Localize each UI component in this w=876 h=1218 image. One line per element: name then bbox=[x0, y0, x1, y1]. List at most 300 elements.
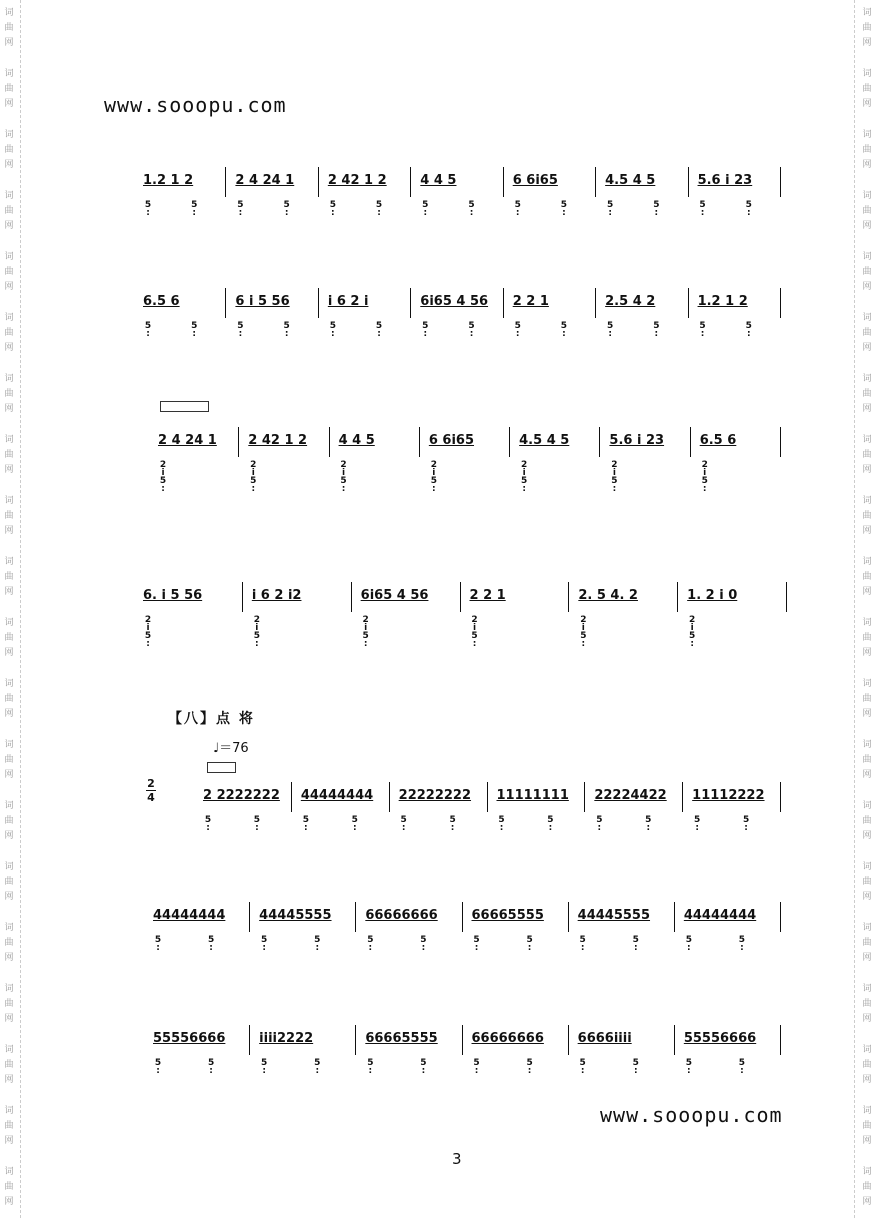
measure-notes: 22222222 bbox=[398, 788, 472, 803]
watermark-glyph: 网 bbox=[862, 404, 872, 414]
accompaniment-mark: 2 i 5 : bbox=[701, 460, 708, 494]
accompaniment-mark: 5 : bbox=[351, 815, 358, 833]
accompaniment-mark: 5 : bbox=[191, 321, 198, 339]
bar-line bbox=[410, 167, 411, 197]
bar-line bbox=[355, 902, 356, 932]
watermark-glyph: 网 bbox=[4, 282, 14, 292]
watermark-glyph: 曲 bbox=[4, 999, 14, 1009]
accompaniment-mark: 2 i 5 : bbox=[521, 460, 528, 494]
tempo-marking: ♩＝76 bbox=[213, 741, 249, 756]
watermark-glyph: 网 bbox=[862, 648, 872, 658]
accompaniment-mark: 5 : bbox=[473, 935, 480, 953]
bar-line bbox=[487, 782, 488, 812]
bar-line bbox=[595, 288, 596, 318]
bar-line bbox=[355, 1025, 356, 1055]
watermark-glyph: 曲 bbox=[4, 328, 14, 338]
watermark-glyph: 曲 bbox=[4, 206, 14, 216]
watermark-glyph: 曲 bbox=[4, 694, 14, 704]
bar-line bbox=[674, 902, 675, 932]
watermark-glyph: 词 bbox=[4, 1167, 14, 1177]
notation-row bbox=[0, 173, 876, 253]
footer-url: www.sooopu.com bbox=[600, 1103, 783, 1127]
measure-notes: 66665555 bbox=[471, 908, 544, 923]
watermark-glyph: 网 bbox=[862, 343, 872, 353]
watermark-glyph: 网 bbox=[4, 1075, 14, 1085]
accompaniment-mark: 5 : bbox=[283, 321, 290, 339]
measure-notes: 44445555 bbox=[259, 908, 332, 923]
watermark-glyph: 词 bbox=[862, 923, 872, 933]
measure-notes: 11111111 bbox=[496, 788, 569, 803]
accompaniment-mark: 2 i 5 : bbox=[430, 460, 437, 494]
accompaniment-mark: 5 : bbox=[329, 200, 336, 218]
accompaniment-mark: 2 i 5 : bbox=[580, 615, 587, 649]
measure-notes: 5.6 i 23 bbox=[697, 173, 753, 188]
accompaniment-mark: 2 i 5 : bbox=[250, 460, 257, 494]
watermark-glyph: 曲 bbox=[862, 938, 872, 948]
watermark-glyph: 词 bbox=[4, 679, 14, 689]
accompaniment-mark: 5 : bbox=[191, 200, 198, 218]
time-signature bbox=[146, 778, 156, 803]
watermark-glyph: 曲 bbox=[862, 450, 872, 460]
accompaniment-mark: 5 : bbox=[375, 200, 383, 218]
watermark-glyph: 网 bbox=[862, 1014, 872, 1024]
watermark-glyph: 网 bbox=[4, 465, 14, 475]
bar-line bbox=[786, 582, 787, 612]
watermark-glyph: 曲 bbox=[862, 999, 872, 1009]
bar-line bbox=[503, 167, 504, 197]
phrase-box bbox=[207, 762, 236, 773]
bar-line bbox=[462, 902, 463, 932]
watermark-glyph: 网 bbox=[4, 526, 14, 536]
accompaniment-mark: 5 : bbox=[468, 200, 475, 218]
watermark-glyph: 网 bbox=[4, 221, 14, 231]
watermark-glyph: 词 bbox=[862, 69, 872, 79]
watermark-glyph: 网 bbox=[4, 587, 14, 597]
watermark-glyph: 词 bbox=[862, 1167, 872, 1177]
watermark-glyph: 曲 bbox=[4, 389, 14, 399]
watermark-glyph: 网 bbox=[862, 465, 872, 475]
accompaniment-mark: 5 : bbox=[745, 200, 752, 218]
accompaniment-mark: 2 i 5 : bbox=[253, 615, 260, 649]
watermark-glyph: 曲 bbox=[862, 1060, 872, 1070]
watermark-glyph: 曲 bbox=[862, 877, 872, 887]
watermark-glyph: 网 bbox=[4, 1014, 14, 1024]
measure-notes: 6 6i65 bbox=[512, 173, 558, 188]
accompaniment-mark: 5 : bbox=[261, 1058, 268, 1076]
watermark-glyph: 词 bbox=[4, 984, 14, 994]
notation-row bbox=[0, 433, 876, 513]
accompaniment-mark: 5 : bbox=[144, 321, 152, 339]
measure-notes: i 6 2 i2 bbox=[251, 588, 302, 603]
accompaniment-mark: 5 : bbox=[329, 321, 336, 339]
accompaniment-mark: 5 : bbox=[468, 321, 475, 339]
watermark-glyph: 网 bbox=[862, 587, 872, 597]
accompaniment-mark: 5 : bbox=[314, 1058, 321, 1076]
notation-row bbox=[0, 588, 876, 668]
bar-line bbox=[318, 167, 319, 197]
bar-line bbox=[780, 288, 781, 318]
accompaniment-mark: 5 : bbox=[261, 935, 268, 953]
bar-line bbox=[780, 1025, 781, 1055]
measure-notes: 4.5 4 5 bbox=[519, 433, 570, 448]
watermark-glyph: 词 bbox=[4, 618, 14, 628]
accompaniment-mark: 5 : bbox=[375, 321, 383, 339]
watermark-glyph: 曲 bbox=[862, 145, 872, 155]
accompaniment-mark: 5 : bbox=[632, 1058, 639, 1076]
bar-line bbox=[780, 167, 781, 197]
header-url: www.sooopu.com bbox=[104, 93, 287, 117]
measure-notes: 6 6i65 bbox=[428, 433, 475, 448]
accompaniment-mark: 5 : bbox=[314, 935, 321, 953]
watermark-glyph: 网 bbox=[862, 1136, 872, 1146]
watermark-glyph: 网 bbox=[862, 526, 872, 536]
accompaniment-mark: 5 : bbox=[367, 1058, 374, 1076]
measure-notes: 2. 5 4. 2 bbox=[578, 588, 638, 603]
watermark-glyph: 曲 bbox=[862, 633, 872, 643]
phrase-box bbox=[160, 401, 209, 412]
bar-line bbox=[780, 427, 781, 457]
measure-notes: 66666666 bbox=[365, 908, 438, 923]
measure-notes: 55556666 bbox=[153, 1031, 226, 1046]
measure-notes: 4 4 5 bbox=[338, 433, 375, 448]
measure-notes: 6666iiii bbox=[577, 1031, 632, 1046]
accompaniment-mark: 5 : bbox=[653, 321, 660, 339]
watermark-glyph: 网 bbox=[862, 770, 872, 780]
watermark-glyph: 词 bbox=[4, 862, 14, 872]
measure-notes: 44444444 bbox=[153, 908, 226, 923]
watermark-glyph: 网 bbox=[4, 1136, 14, 1146]
measure-notes: 66665555 bbox=[365, 1031, 438, 1046]
accompaniment-mark: 5 : bbox=[204, 815, 212, 833]
accompaniment-mark: 5 : bbox=[699, 321, 706, 339]
accompaniment-mark: 5 : bbox=[420, 935, 427, 953]
watermark-glyph: 网 bbox=[862, 709, 872, 719]
watermark-glyph: 曲 bbox=[862, 389, 872, 399]
watermark-glyph: 曲 bbox=[862, 1182, 872, 1192]
watermark-glyph: 词 bbox=[862, 8, 872, 18]
watermark-glyph: 网 bbox=[4, 99, 14, 109]
bar-line bbox=[238, 427, 239, 457]
measure-notes: 6. i 5 56 bbox=[143, 588, 203, 603]
accompaniment-mark: 2 i 5 : bbox=[340, 460, 347, 494]
accompaniment-mark: 5 : bbox=[422, 321, 429, 339]
accompaniment-mark: 5 : bbox=[645, 815, 652, 833]
measure-notes: 6.5 6 bbox=[143, 294, 180, 309]
watermark-glyph: 词 bbox=[4, 8, 14, 18]
page-number: 3 bbox=[452, 1150, 462, 1168]
watermark-glyph: 网 bbox=[862, 831, 872, 841]
bar-line bbox=[568, 1025, 569, 1055]
bar-line bbox=[677, 582, 678, 612]
bar-line bbox=[410, 288, 411, 318]
accompaniment-mark: 5 : bbox=[154, 935, 162, 953]
accompaniment-mark: 5 : bbox=[596, 815, 603, 833]
watermark-glyph: 词 bbox=[4, 496, 14, 506]
accompaniment-mark: 5 : bbox=[699, 200, 706, 218]
accompaniment-mark: 5 : bbox=[526, 1058, 533, 1076]
bar-line bbox=[780, 902, 781, 932]
watermark-glyph: 曲 bbox=[862, 572, 872, 582]
watermark-glyph: 曲 bbox=[862, 267, 872, 277]
accompaniment-mark: 5 : bbox=[579, 1058, 586, 1076]
accompaniment-mark: 5 : bbox=[526, 935, 533, 953]
notation-row bbox=[0, 908, 876, 988]
measure-notes: 4.5 4 5 bbox=[605, 173, 656, 188]
watermark-glyph: 曲 bbox=[4, 572, 14, 582]
watermark-glyph: 网 bbox=[862, 99, 872, 109]
section-title: 【八】点 将 bbox=[168, 711, 255, 727]
accompaniment-mark: 2 i 5 : bbox=[471, 615, 478, 649]
accompaniment-mark: 5 : bbox=[579, 935, 586, 953]
accompaniment-mark: 5 : bbox=[738, 935, 746, 953]
watermark-glyph: 词 bbox=[862, 1106, 872, 1116]
watermark-glyph: 网 bbox=[862, 38, 872, 48]
measure-notes: 2 2 1 bbox=[469, 588, 506, 603]
watermark-glyph: 网 bbox=[4, 1197, 14, 1207]
measure-notes: 22224422 bbox=[594, 788, 667, 803]
bar-line bbox=[568, 582, 569, 612]
accompaniment-mark: 5 : bbox=[632, 935, 639, 953]
bar-line bbox=[389, 782, 390, 812]
watermark-glyph: 网 bbox=[862, 953, 872, 963]
watermark-glyph: 曲 bbox=[4, 23, 14, 33]
watermark-glyph: 词 bbox=[4, 374, 14, 384]
watermark-glyph: 曲 bbox=[862, 328, 872, 338]
notation-row bbox=[0, 1031, 876, 1111]
accompaniment-mark: 5 : bbox=[653, 200, 660, 218]
watermark-glyph: 词 bbox=[4, 435, 14, 445]
watermark-glyph: 网 bbox=[4, 709, 14, 719]
watermark-glyph: 词 bbox=[862, 618, 872, 628]
watermark-glyph: 曲 bbox=[4, 877, 14, 887]
watermark-glyph: 词 bbox=[862, 1045, 872, 1055]
accompaniment-mark: 2 i 5 : bbox=[611, 460, 618, 494]
time-sig-top: 2 bbox=[147, 777, 155, 790]
accompaniment-mark: 5 : bbox=[742, 815, 750, 833]
bar-line bbox=[688, 167, 689, 197]
watermark-glyph: 曲 bbox=[862, 84, 872, 94]
measure-notes: 2 4 24 1 bbox=[235, 173, 295, 188]
accompaniment-mark: 5 : bbox=[685, 1058, 692, 1076]
accompaniment-mark: 5 : bbox=[253, 815, 261, 833]
watermark-glyph: 曲 bbox=[862, 1121, 872, 1131]
watermark-glyph: 词 bbox=[862, 130, 872, 140]
bar-line bbox=[225, 167, 226, 197]
bar-line bbox=[249, 1025, 250, 1055]
bar-line bbox=[595, 167, 596, 197]
accompaniment-mark: 5 : bbox=[547, 815, 554, 833]
watermark-glyph: 词 bbox=[4, 252, 14, 262]
bar-line bbox=[419, 427, 420, 457]
bar-line bbox=[688, 288, 689, 318]
watermark-glyph: 词 bbox=[862, 252, 872, 262]
watermark-glyph: 词 bbox=[4, 557, 14, 567]
measure-notes: 4 4 5 bbox=[420, 173, 457, 188]
bar-line bbox=[509, 427, 510, 457]
watermark-glyph: 网 bbox=[862, 282, 872, 292]
accompaniment-mark: 5 : bbox=[367, 935, 374, 953]
accompaniment-mark: 2 i 5 : bbox=[362, 615, 369, 649]
watermark-glyph: 词 bbox=[862, 557, 872, 567]
accompaniment-mark: 5 : bbox=[422, 200, 429, 218]
accompaniment-mark: 5 : bbox=[560, 321, 568, 339]
accompaniment-mark: 5 : bbox=[237, 200, 244, 218]
watermark-glyph: 曲 bbox=[4, 145, 14, 155]
measure-notes: 6 i 5 56 bbox=[235, 294, 290, 309]
measure-notes: 2 2 1 bbox=[512, 294, 549, 309]
watermark-glyph: 词 bbox=[4, 1106, 14, 1116]
watermark-glyph: 曲 bbox=[862, 694, 872, 704]
measure-notes: 6i65 4 56 bbox=[360, 588, 429, 603]
watermark-glyph: 曲 bbox=[862, 23, 872, 33]
accompaniment-mark: 5 : bbox=[207, 935, 215, 953]
measure-notes: 1. 2 i 0 bbox=[687, 588, 738, 603]
accompaniment-mark: 5 : bbox=[154, 1058, 162, 1076]
watermark-glyph: 曲 bbox=[4, 816, 14, 826]
bar-line bbox=[225, 288, 226, 318]
measure-notes: 2 4 24 1 bbox=[158, 433, 217, 448]
watermark-glyph: 网 bbox=[4, 404, 14, 414]
bar-line bbox=[318, 288, 319, 318]
bar-line bbox=[460, 582, 461, 612]
watermark-glyph: 词 bbox=[862, 801, 872, 811]
accompaniment-mark: 5 : bbox=[738, 1058, 746, 1076]
accompaniment-mark: 5 : bbox=[607, 200, 614, 218]
accompaniment-mark: 5 : bbox=[207, 1058, 215, 1076]
watermark-glyph: 曲 bbox=[4, 450, 14, 460]
measure-notes: 1.2 1 2 bbox=[697, 294, 748, 309]
accompaniment-mark: 5 : bbox=[498, 815, 505, 833]
watermark-glyph: 词 bbox=[862, 191, 872, 201]
bar-line bbox=[291, 782, 292, 812]
watermark-glyph: 网 bbox=[862, 221, 872, 231]
watermark-glyph: 网 bbox=[4, 770, 14, 780]
accompaniment-mark: 5 : bbox=[420, 1058, 427, 1076]
notation-row bbox=[0, 294, 876, 374]
bar-line bbox=[690, 427, 691, 457]
watermark-glyph: 网 bbox=[862, 1075, 872, 1085]
watermark-glyph: 词 bbox=[4, 191, 14, 201]
accompaniment-mark: 2 i 5 : bbox=[159, 460, 167, 494]
measure-notes: 1.2 1 2 bbox=[143, 173, 194, 188]
watermark-glyph: 曲 bbox=[4, 511, 14, 521]
watermark-glyph: 曲 bbox=[862, 816, 872, 826]
watermark-glyph: 曲 bbox=[862, 755, 872, 765]
watermark-glyph: 曲 bbox=[4, 84, 14, 94]
watermark-glyph: 词 bbox=[4, 69, 14, 79]
bar-line bbox=[568, 902, 569, 932]
measure-notes: 5.6 i 23 bbox=[609, 433, 665, 448]
accompaniment-mark: 5 : bbox=[514, 321, 521, 339]
watermark-glyph: 词 bbox=[862, 313, 872, 323]
notation-row bbox=[0, 788, 876, 868]
accompaniment-mark: 5 : bbox=[607, 321, 614, 339]
accompaniment-mark: 5 : bbox=[237, 321, 244, 339]
watermark-glyph: 曲 bbox=[4, 938, 14, 948]
accompaniment-mark: 5 : bbox=[745, 321, 752, 339]
accompaniment-mark: 5 : bbox=[560, 200, 568, 218]
watermark-glyph: 词 bbox=[4, 1045, 14, 1055]
accompaniment-mark: 5 : bbox=[685, 935, 692, 953]
watermark-glyph: 词 bbox=[862, 862, 872, 872]
measure-notes: 2 2222222 bbox=[203, 788, 280, 803]
measure-notes: 2.5 4 2 bbox=[605, 294, 656, 309]
watermark-glyph: 网 bbox=[4, 953, 14, 963]
accompaniment-mark: 5 : bbox=[694, 815, 701, 833]
measure-notes: 2 42 1 2 bbox=[248, 433, 308, 448]
accompaniment-mark: 5 : bbox=[283, 200, 290, 218]
bar-line bbox=[249, 902, 250, 932]
watermark-glyph: 网 bbox=[862, 160, 872, 170]
watermark-glyph: 网 bbox=[862, 1197, 872, 1207]
watermark-glyph: 网 bbox=[4, 831, 14, 841]
watermark-glyph: 词 bbox=[862, 374, 872, 384]
accompaniment-mark: 2 i 5 : bbox=[144, 615, 152, 649]
measure-notes: i 6 2 i bbox=[327, 294, 369, 309]
measure-notes: 66666666 bbox=[471, 1031, 544, 1046]
watermark-glyph: 曲 bbox=[4, 633, 14, 643]
watermark-glyph: 网 bbox=[4, 343, 14, 353]
accompaniment-mark: 5 : bbox=[302, 815, 309, 833]
measure-notes: 55556666 bbox=[683, 1031, 757, 1046]
watermark-glyph: 词 bbox=[4, 801, 14, 811]
time-sig-bottom: 4 bbox=[147, 791, 155, 804]
measure-notes: 2 42 1 2 bbox=[327, 173, 387, 188]
bar-line bbox=[329, 427, 330, 457]
watermark-glyph: 曲 bbox=[4, 1182, 14, 1192]
watermark-glyph: 词 bbox=[4, 130, 14, 140]
accompaniment-mark: 5 : bbox=[449, 815, 456, 833]
watermark-glyph: 曲 bbox=[4, 1060, 14, 1070]
watermark-glyph: 网 bbox=[4, 892, 14, 902]
accompaniment-mark: 5 : bbox=[473, 1058, 480, 1076]
bar-line bbox=[462, 1025, 463, 1055]
bar-line bbox=[584, 782, 585, 812]
accompaniment-mark: 5 : bbox=[144, 200, 152, 218]
bar-line bbox=[351, 582, 352, 612]
bar-line bbox=[242, 582, 243, 612]
bar-line bbox=[503, 288, 504, 318]
measure-notes: 44445555 bbox=[577, 908, 651, 923]
watermark-glyph: 词 bbox=[862, 984, 872, 994]
watermark-glyph: 曲 bbox=[862, 206, 872, 216]
watermark-glyph: 曲 bbox=[4, 1121, 14, 1131]
watermark-glyph: 词 bbox=[862, 679, 872, 689]
accompaniment-mark: 2 i 5 : bbox=[689, 615, 696, 649]
bar-line bbox=[599, 427, 600, 457]
watermark-glyph: 网 bbox=[862, 892, 872, 902]
watermark-glyph: 词 bbox=[862, 435, 872, 445]
bar-line bbox=[780, 782, 781, 812]
watermark-glyph: 词 bbox=[862, 496, 872, 506]
watermark-glyph: 网 bbox=[4, 38, 14, 48]
watermark-glyph: 曲 bbox=[4, 267, 14, 277]
measure-notes: 6i65 4 56 bbox=[420, 294, 489, 309]
watermark-glyph: 词 bbox=[4, 923, 14, 933]
bar-line bbox=[674, 1025, 675, 1055]
measure-notes: 44444444 bbox=[683, 908, 757, 923]
watermark-glyph: 词 bbox=[4, 740, 14, 750]
measure-notes: 44444444 bbox=[300, 788, 374, 803]
bar-line bbox=[682, 782, 683, 812]
watermark-glyph: 曲 bbox=[4, 755, 14, 765]
measure-notes: 6.5 6 bbox=[699, 433, 737, 448]
watermark-glyph: 词 bbox=[4, 313, 14, 323]
watermark-glyph: 网 bbox=[4, 160, 14, 170]
watermark-glyph: 曲 bbox=[862, 511, 872, 521]
accompaniment-mark: 5 : bbox=[514, 200, 521, 218]
watermark-glyph: 网 bbox=[4, 648, 14, 658]
